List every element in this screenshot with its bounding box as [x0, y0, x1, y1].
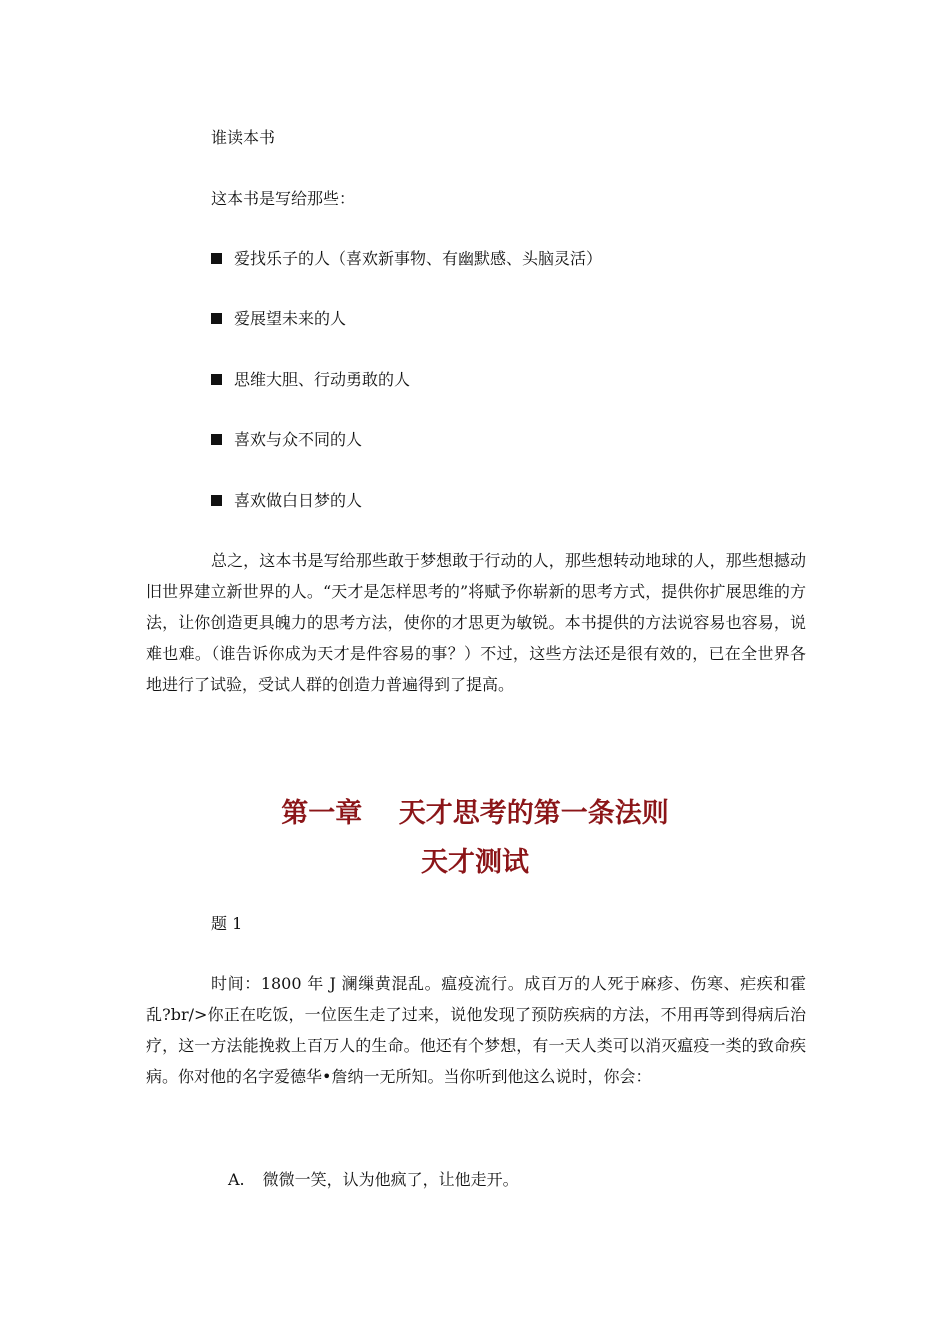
question-label: 题 1: [211, 914, 243, 933]
bullet-item: [211, 430, 362, 450]
bullet-item: [211, 249, 602, 269]
square-bullet-icon: [211, 495, 222, 506]
option-a-text: 微微一笑，认为他疯了，让他走开。: [262, 1170, 519, 1189]
bullet-item: [211, 309, 346, 329]
square-bullet-icon: [211, 434, 222, 445]
chapter-subheading: 天才测试: [421, 847, 529, 878]
question-paragraph: 时间：1800 年 J 澜缫黄混乱。瘟疫流行。成百万的人死于麻疹、伤寒、疟疾和霍乱?br/>你正在吃饭，一位医生走了过来，说他发现了预防疾病的方法，不用再等到得病后治疗，这一方法能挽救上百万人的生命。他还有个梦想，有一天人类可以消灭瘟疫一类的致命疾病。你对他的名字爱德华•詹纳一无所知。当你听到他这么说时，你会：: [146, 974, 806, 1086]
section-title: 谁读本书: [211, 128, 276, 147]
square-bullet-icon: [211, 253, 222, 264]
option-a: [228, 1170, 519, 1190]
bullet-item: [211, 370, 410, 390]
square-bullet-icon: [211, 313, 222, 324]
chapter-heading: 第一章 天才思考的第一条法则: [281, 798, 669, 829]
bullet-text: 喜欢与众不同的人: [234, 430, 363, 449]
bullet-text: 思维大胆、行动勇敢的人: [234, 370, 411, 389]
bullet-text: 爱展望未来的人: [234, 309, 347, 328]
summary-paragraph: 总之，这本书是写给那些敢于梦想敢于行动的人，那些想转动地球的人，那些想撼动旧世界建立新世界的人。“天才是怎样思考的”将赋予你崭新的思考方式，提供你扩展思维的方法，让你创造更具魄力的思考方法，使你的才思更为敏锐。本书提供的方法说容易也容易，说难也难。（谁告诉你成为天才是件容易的事？）不过，这些方法还是很有效的，已在全世界各地进行了试验，受试人群的创造力普遍得到了提高。: [146, 551, 806, 694]
bullet-item: [211, 491, 362, 511]
bullet-text: 喜欢做白日梦的人: [234, 491, 363, 510]
option-a-letter: A.: [228, 1170, 245, 1189]
bullet-text: 爱找乐子的人（喜欢新事物、有幽默感、头脑灵活）: [234, 249, 603, 268]
square-bullet-icon: [211, 374, 222, 385]
intro-lead: 这本书是写给那些：: [211, 189, 356, 208]
